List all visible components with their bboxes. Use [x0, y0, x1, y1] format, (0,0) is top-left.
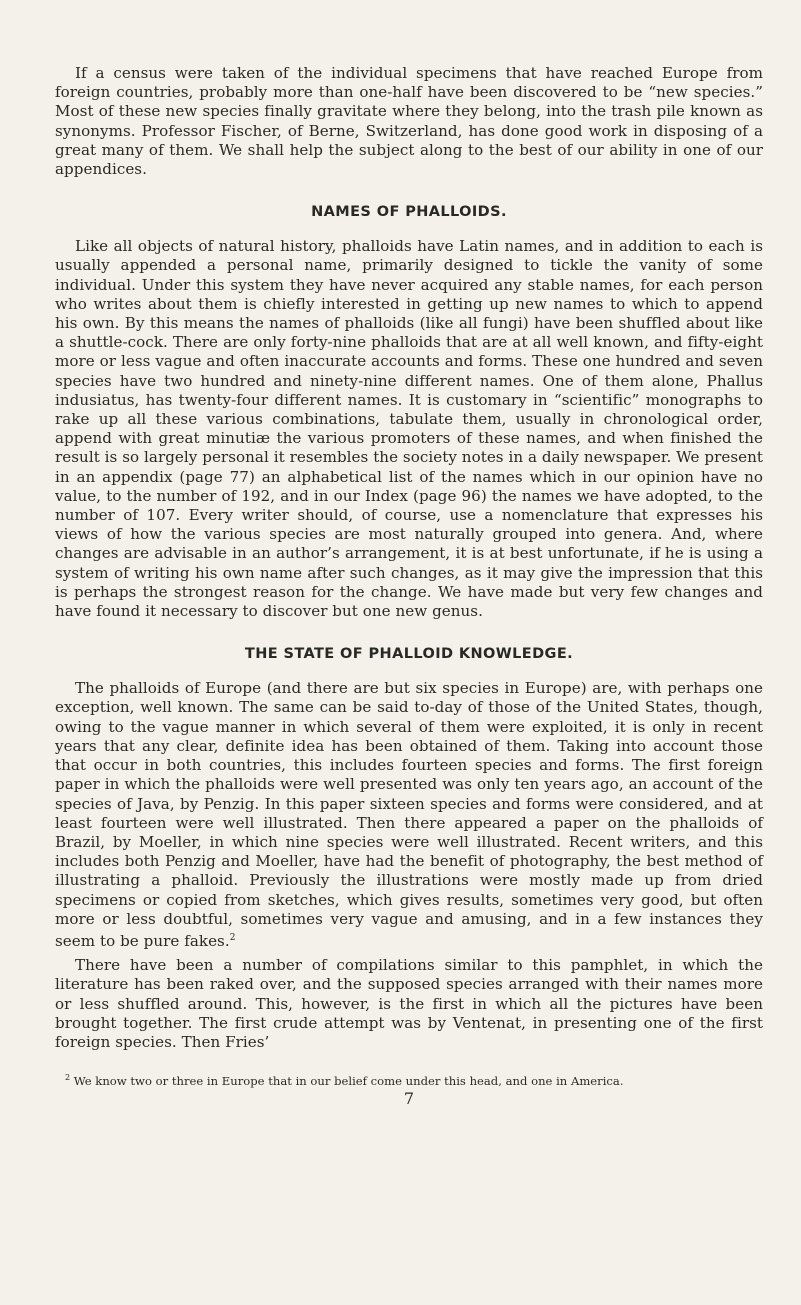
section-heading-names: NAMES OF PHALLOIDS.: [311, 204, 507, 221]
footnote: [55, 1070, 763, 1089]
footnote-reference: 2: [229, 932, 236, 943]
intro-paragraph: If a census were taken of the individual specimens that have reached Europe from foreign countries, probably more than one-half have been discovered to be “new species.” Most of these new species finally gravitate where they belong, into the trash pile known as synonyms. Professor Fischer, of Berne, Switzerland, has done good work in disposing of a great many of them. We shall help the subject along to the best of our ability in one of our appendices.: [55, 64, 763, 179]
page-number: 7: [403, 1089, 415, 1109]
state-paragraph: [55, 679, 763, 951]
names-paragraph: Like all objects of natural history, phalloids have Latin names, and in addition to each is usually appended a personal name, primarily designed to tickle the vanity of some individual. Under this system they have never acquired any stable names, for each person who writes about them is chiefly interested in getting up new names to which to append his own. By this means the names of phalloids (like all fungi) have been shuffled about like a shuttle-cock. There are only forty-nine phalloids that are at all well known, and fifty-eight more or less vague and often inaccurate accounts and forms. These one hundred and seven species have two hundred and ninety-nine different names. One of them alone, Phallus indusiatus, has twenty-four different names. It is customary in “scientific” monographs to rake up all these various combinations, tabulate them, usually in chronological order, append with great minutiæ the various promoters of these names, and when finished the result is so largely personal it resembles the society notes in a daily newspaper. We present in an appendix (page 77) an alphabetical list of the names which in our opinion have no value, to the number of 192, and in our Index (page 96) the names we have adopted, to the number of 107. Every writer should, of course, use a nomenclature that expresses his views of how the various species are most naturally grouped into genera. And, where changes are advisable in an author’s arrangement, it is at best unfortunate, if he is using a system of writing his own name after such changes, as it may give the impression that this is perhaps the strongest reason for the change. We have made but very few changes and have found it necessary to discover but one new genus.: [55, 237, 763, 621]
footnote-text: We know two or three in Europe that in our belief come under this head, and one in America.: [73, 1074, 624, 1089]
compilations-paragraph: There have been a number of compilations similar to this pamphlet, in which the literature has been raked over, and the supposed species arranged with their names more or less shuffled around. This, however, is the first in which all the pictures have been brought together. The first crude attempt was by Ventenat, in presenting one of the first foreign species. Then Fries’: [55, 956, 763, 1051]
state-paragraph-text: The phalloids of Europe (and there are but six species in Europe) are, with perhaps one exception, well known. The same can be said to-day of those of the United States, though, owing to the vague manner in which several of them were exploited, it is only in recent years that any clear, definite idea has been obtained of them. Taking into account those that occur in both countries, this includes fourteen species and forms. The first foreign paper in which the phalloids were well presented was only ten years ago, an account of the species of Java, by Penzig. In this paper sixteen species and forms were considered, and at least fourteen were well illustrated. Then there appeared a paper on the phalloids of Brazil, by Moeller, in which nine species were well illustrated. Recent writers, and this includes both Penzig and Moeller, have had the benefit of photography, the best method of illustrating a phalloid. Previously the illustrations were mostly made up from dried specimens or copied from sketches, which gives results, sometimes very good, but often more or less doubtful, sometimes very vague and amusing, and in a few instances they seem to be pure fakes.: [55, 679, 763, 950]
section-heading-state: THE STATE OF PHALLOID KNOWLEDGE.: [244, 646, 574, 663]
footnote-marker: 2: [65, 1073, 71, 1083]
